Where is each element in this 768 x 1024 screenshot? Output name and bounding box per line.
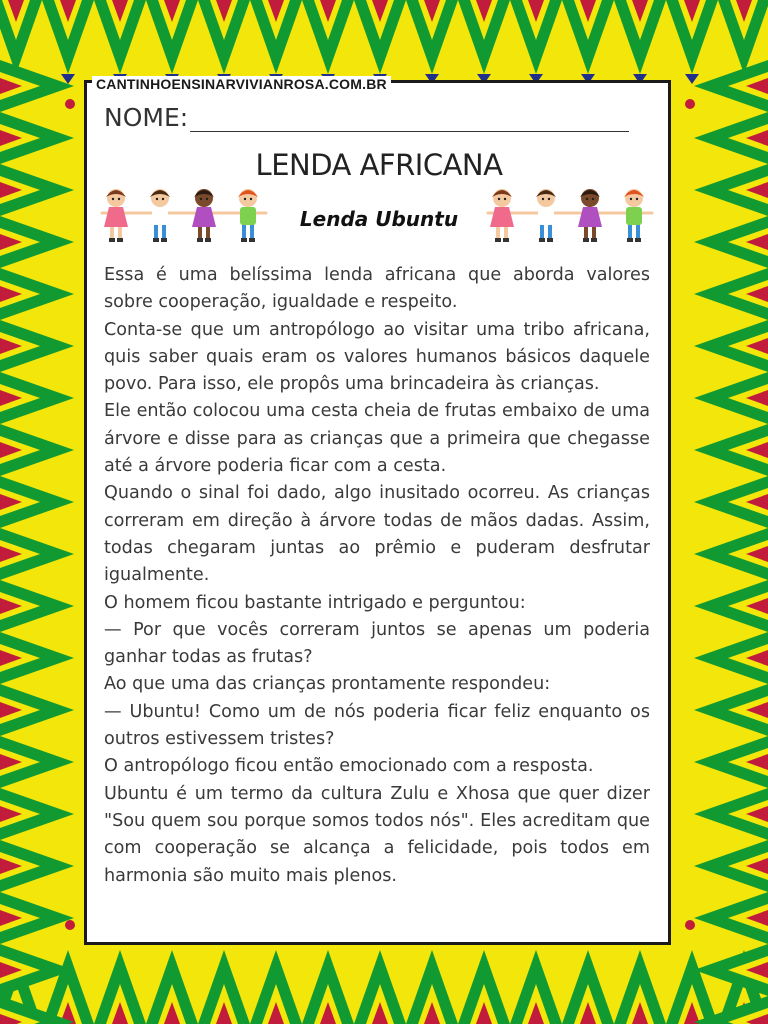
child-eye [586, 198, 588, 200]
child-eye [548, 198, 550, 200]
border-dot [65, 99, 75, 109]
child-shoe [591, 238, 597, 242]
child-eye [630, 198, 632, 200]
child-eye [156, 198, 158, 200]
child-shoe [197, 238, 203, 242]
child-shoe [495, 238, 501, 242]
child-shoe [539, 238, 545, 242]
site-label: CANTINHOENSINARVIVIANROSA.COM.BR [92, 76, 391, 92]
child-eye [250, 198, 252, 200]
child-eye [498, 198, 500, 200]
name-label: NOME: [104, 103, 189, 132]
child-shoe [161, 238, 167, 242]
story-paragraph: Ubuntu é um termo da cultura Zulu e Xhosa que quer dizer "Sou quem sou porque somos todos nós". Eles acreditam que com cooperação se alcança a felicidade, pois todos em harmonia são muito mais plenos. [104, 783, 650, 886]
child-shoe [241, 238, 247, 242]
document-subtitle: Lenda Ubuntu [299, 207, 459, 231]
story-paragraph: Ao que uma das crianças prontamente respondeu: [104, 674, 551, 695]
border-dot [685, 920, 695, 930]
document-title: LENDA AFRICANA [255, 148, 503, 182]
child-shoe [153, 238, 159, 242]
child-eye [112, 198, 114, 200]
child-eye [206, 198, 208, 200]
name-blank-line [190, 131, 629, 132]
child-eye [200, 198, 202, 200]
child-shoe [635, 238, 641, 242]
story-paragraph: Conta-se que um antropólogo ao visitar uma tribo africana, quis saber quais eram os valores humanos básicos daquele povo. Para isso, ele propôs uma brincadeira às crianças. [104, 319, 650, 395]
story-paragraph: — Por que vocês correram juntos se apenas um poderia ganhar todas as frutas? [104, 619, 650, 668]
child-shoe [627, 238, 633, 242]
story-paragraph: Quando o sinal foi dado, algo inusitado ocorreu. As crianças correram em direção à árvore todas de mãos dadas. Assim, todas chegaram juntas ao prêmio e puderam desfrutar igualmente. [104, 483, 650, 586]
child-shoe [109, 238, 115, 242]
child-eye [162, 198, 164, 200]
story-paragraph: O antropólogo ficou então emocionado com a resposta. [104, 756, 594, 777]
story-paragraph: — Ubuntu! Como um de nós poderia ficar feliz enquanto os outros estivessem tristes? [104, 701, 650, 750]
child-shoe [503, 238, 509, 242]
child-eye [244, 198, 246, 200]
story-paragraph: Ele então colocou uma cesta cheia de frutas embaixo de uma árvore e disse para as crianças que a primeira que chegasse até a árvore poderia ficar com a cesta. [104, 401, 650, 477]
child-shoe [117, 238, 123, 242]
child-shoe [583, 238, 589, 242]
child-eye [118, 198, 120, 200]
story-paragraph: O homem ficou bastante intrigado e perguntou: [104, 592, 526, 613]
child-eye [592, 198, 594, 200]
child-shoe [547, 238, 553, 242]
child-eye [504, 198, 506, 200]
child-shoe [205, 238, 211, 242]
border-dot [685, 99, 695, 109]
child-eye [542, 198, 544, 200]
border-dot [65, 920, 75, 930]
story-text [104, 262, 650, 890]
child-shoe [249, 238, 255, 242]
child-eye [636, 198, 638, 200]
story-paragraph: Essa é uma belíssima lenda africana que aborda valores sobre cooperação, igualdade e respeito. [104, 265, 650, 313]
name-field-row [104, 103, 629, 137]
